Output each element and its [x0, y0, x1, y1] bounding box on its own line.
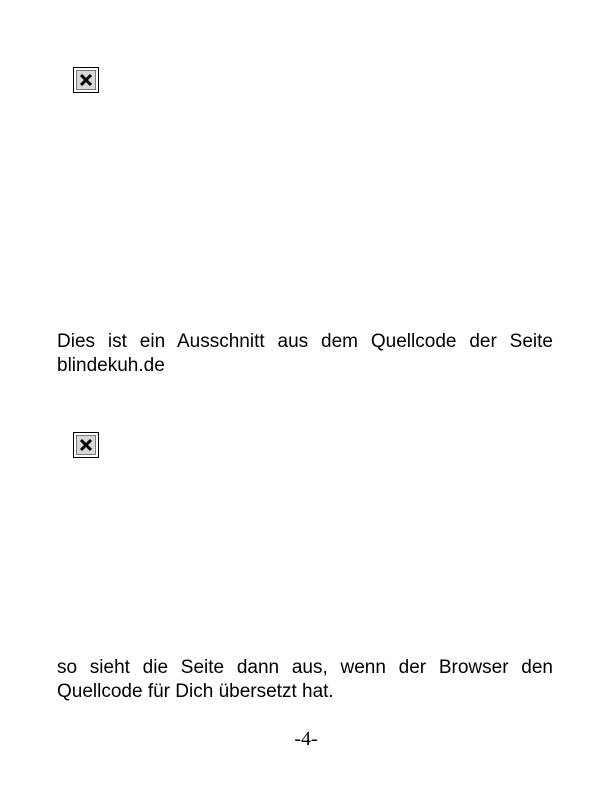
broken-image-icon: [73, 432, 99, 458]
page-number: -4-: [294, 728, 318, 750]
close-x-icon: [79, 73, 93, 87]
caption-rendered-page: so sieht die Seite dann aus, wenn der Browser den Quellcode für Dich übersetzt hat.: [57, 657, 553, 702]
broken-image-icon: [73, 67, 99, 93]
close-x-icon: [79, 438, 93, 452]
caption-source-code: Dies ist ein Ausschnitt aus dem Quellcode der Seite blindekuh.de: [57, 331, 553, 376]
